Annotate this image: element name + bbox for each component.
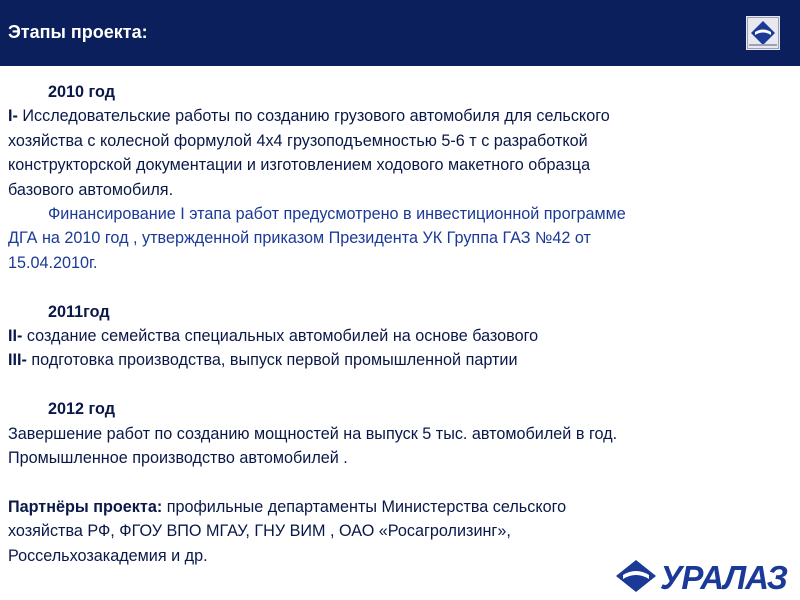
footer-logo-text: УРАЛАЗ xyxy=(660,559,787,594)
stage-3-line xyxy=(8,348,788,372)
partners-text-line: Россельхозакадемия и др. xyxy=(8,546,208,565)
header-bar xyxy=(0,0,800,66)
spacer xyxy=(8,275,788,299)
year-2012-text-line: Завершение работ по созданию мощностей на выпуск 5 тыс. автомобилей в год. xyxy=(8,424,618,443)
stage-2-line xyxy=(8,324,788,348)
financing-line: Финансирование I этапа работ предусмотрено в инвестиционной программе xyxy=(48,205,626,224)
stage-1-marker: I- xyxy=(8,107,18,126)
stage-1-text-line: базового автомобиля. xyxy=(8,180,174,199)
stage-3-text: подготовка производства, выпуск первой промышленной партии xyxy=(26,351,518,370)
partners-line xyxy=(8,495,788,519)
stage-1-text-line: конструкторской документации и изготовлением ходового макетного образца xyxy=(8,156,591,175)
year-2011-heading: 2011год xyxy=(48,302,110,321)
year-2012-text-line: Промышленное производство автомобилей . xyxy=(8,449,348,468)
partners-text-line: хозяйства РФ, ФГОУ ВПО МГАУ, ГНУ ВИМ , ОАО «Росагролизинг», xyxy=(8,522,511,541)
year-2012-heading: 2012 год xyxy=(48,400,115,419)
ural-az-logo-icon xyxy=(614,558,794,594)
partners-label: Партнёры проекта: xyxy=(8,497,163,516)
gaz-diamond-logo-icon xyxy=(746,16,780,50)
stage-2-text: создание семейства специальных автомобилей на основе базового xyxy=(22,327,539,346)
financing-line: 15.04.2010г. xyxy=(8,253,98,272)
stage-3-marker: III- xyxy=(8,351,27,370)
spacer xyxy=(8,373,788,397)
stage-1-text-line: хозяйства с колесной формулой 4х4 грузоподъемностью 5-6 т с разработкой xyxy=(8,131,588,150)
stage-2-marker: II- xyxy=(8,327,23,346)
page-title: Этапы проекта: xyxy=(8,22,148,42)
stage-1-line xyxy=(8,104,788,128)
stage-1-text: Исследовательские работы по созданию грузового автомобиля для сельского xyxy=(17,107,610,126)
spacer xyxy=(8,470,788,494)
financing-line: ДГА на 2010 год , утвержденной приказом Президента УК Группа ГАЗ №42 от xyxy=(8,229,591,248)
partners-text: профильные департаменты Министерства сельского xyxy=(162,497,567,516)
content-text xyxy=(8,80,788,568)
year-2010-heading: 2010 год xyxy=(48,83,115,101)
